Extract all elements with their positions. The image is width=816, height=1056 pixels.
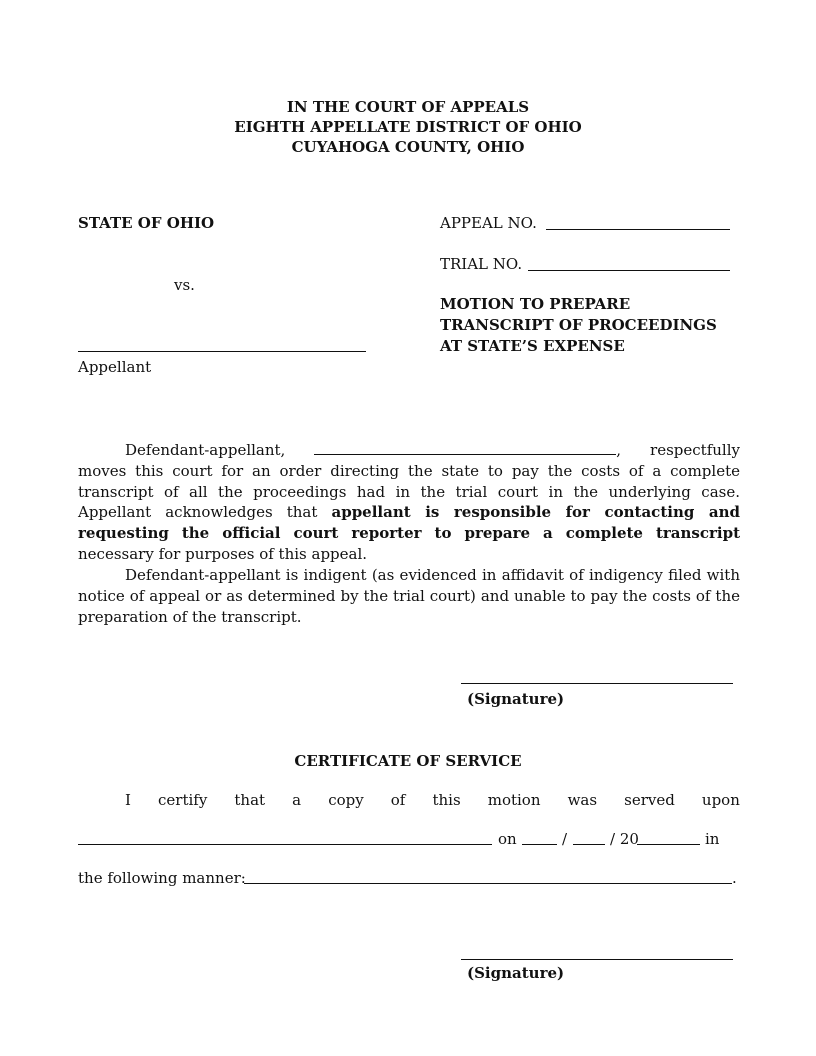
certify-word: that bbox=[234, 791, 266, 809]
certify-word: upon bbox=[701, 791, 740, 809]
appellant-label: Appellant bbox=[78, 358, 152, 376]
court-county: CUYAHOGA COUNTY, OHIO bbox=[291, 138, 525, 156]
court-header bbox=[0, 97, 816, 157]
certify-word: I bbox=[125, 791, 131, 809]
manner-field[interactable] bbox=[244, 883, 732, 884]
certify-word: motion bbox=[487, 791, 541, 809]
trial-no-field[interactable] bbox=[528, 270, 730, 271]
motion-title bbox=[440, 294, 717, 357]
paragraph-1-start: Defendant-appellant, bbox=[125, 441, 286, 459]
defendant-name-field[interactable] bbox=[314, 441, 616, 455]
paragraph-1-continued: , respectfully moves this court for an order directing the state to pay the costs of a complete transcript of all the proceedings had in the trial court in the underlying case. Appellant acknowledges that bbox=[78, 441, 740, 522]
signature-line-2[interactable] bbox=[461, 959, 733, 960]
certify-word: served bbox=[624, 791, 675, 809]
appeal-no-label: APPEAL NO. bbox=[440, 214, 537, 232]
signature-label-1: (Signature) bbox=[467, 690, 565, 708]
manner-period: . bbox=[732, 869, 737, 887]
appellant-name-line[interactable] bbox=[78, 351, 366, 352]
signature-label-2: (Signature) bbox=[467, 964, 565, 982]
motion-title-line-2: TRANSCRIPT OF PROCEEDINGS bbox=[440, 316, 717, 334]
court-name: IN THE COURT OF APPEALS bbox=[286, 98, 530, 116]
year-prefix: / 20 bbox=[610, 830, 639, 848]
motion-title-line-1: MOTION TO PREPARE bbox=[440, 295, 631, 313]
paragraph-1-end: necessary for purposes of this appeal. bbox=[78, 544, 368, 563]
motion-title-line-3: AT STATE’S EXPENSE bbox=[440, 337, 625, 355]
certify-word: copy bbox=[328, 791, 364, 809]
certify-word: was bbox=[567, 791, 598, 809]
motion-paragraph-1 bbox=[78, 440, 740, 565]
date-slash: / bbox=[562, 830, 568, 848]
served-party-field[interactable] bbox=[78, 844, 492, 845]
manner-label: the following manner: bbox=[78, 869, 246, 887]
trial-no-label: TRIAL NO. bbox=[440, 255, 523, 273]
versus-text: vs. bbox=[174, 276, 195, 294]
day-field[interactable] bbox=[573, 844, 605, 845]
year-field[interactable] bbox=[637, 844, 700, 845]
certify-word: of bbox=[390, 791, 406, 809]
paragraph-1-bold: appellant is responsible for contacting and requesting the official court reporter to prepare a complete transcript bbox=[78, 503, 740, 543]
certify-word: a bbox=[292, 791, 302, 809]
month-field[interactable] bbox=[522, 844, 557, 845]
signature-line-1[interactable] bbox=[461, 683, 733, 684]
motion-paragraph-2 bbox=[78, 565, 740, 627]
certify-word: certify bbox=[158, 791, 208, 809]
certificate-title: CERTIFICATE OF SERVICE bbox=[294, 752, 522, 770]
on-label: on bbox=[498, 830, 517, 848]
plaintiff-name: STATE OF OHIO bbox=[78, 214, 215, 232]
paragraph-2-text: Defendant-appellant is indigent (as evidenced in affidavit of indigency filed with notice of appeal or as determined by the trial court) and unable to pay the costs of the preparation of the transcript. bbox=[78, 566, 740, 626]
court-district: EIGHTH APPELLATE DISTRICT OF OHIO bbox=[234, 118, 582, 136]
in-label: in bbox=[705, 830, 720, 848]
appeal-no-field[interactable] bbox=[546, 229, 730, 230]
certify-line bbox=[78, 790, 740, 810]
certify-word: this bbox=[432, 791, 461, 809]
